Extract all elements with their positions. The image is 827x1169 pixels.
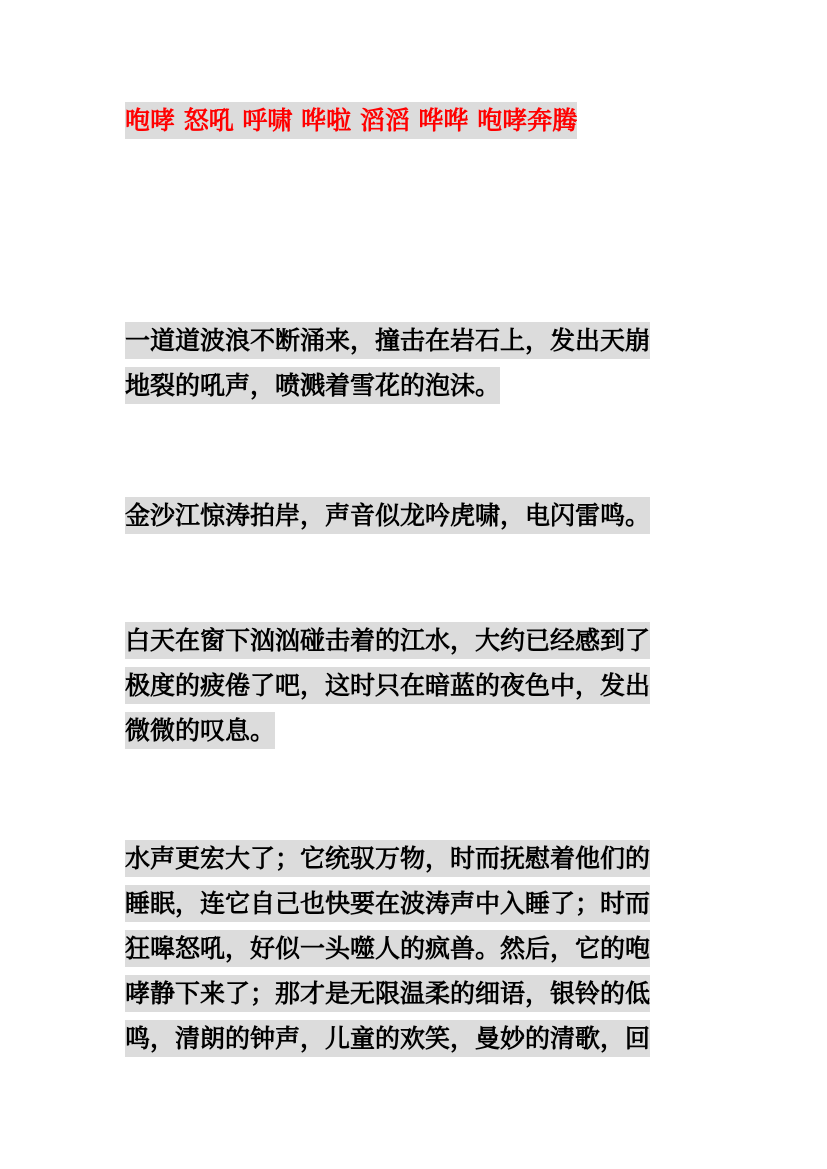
paragraph-line: 微微的叹息。 [125, 708, 715, 753]
paragraph-4 [125, 836, 715, 1061]
paragraph-line: 水声更宏大了；它统驭万物，时而抚慰着他们的 [125, 836, 715, 881]
paragraph-line: 极度的疲倦了吧，这时只在暗蓝的夜色中，发出 [125, 663, 715, 708]
paragraph-line: 鸣，清朗的钟声，儿童的欢笑，曼妙的清歌，回 [125, 1016, 715, 1061]
paragraph-line: 哮静下来了；那才是无限温柔的细语，银铃的低 [125, 971, 715, 1016]
paragraph-1 [125, 318, 715, 408]
paragraph-line: 地裂的吼声，喷溅着雪花的泡沫。 [125, 363, 715, 408]
paragraph-line: 狂嗥怒吼，好似一头噬人的疯兽。然后，它的咆 [125, 926, 715, 971]
paragraph-line: 白天在窗下汹汹碰击着的江水，大约已经感到了 [125, 618, 715, 663]
paragraph-line: 金沙江惊涛拍岸，声音似龙吟虎啸，电闪雷鸣。 [125, 493, 715, 538]
paragraph-2 [125, 493, 715, 538]
keywords-line: 咆哮 怒吼 呼啸 哗啦 滔滔 哗哗 咆哮奔腾 [125, 102, 577, 139]
paragraph-line: 一道道波浪不断涌来，撞击在岩石上，发出天崩 [125, 318, 715, 363]
paragraph-line: 睡眠，连它自己也快要在波涛声中入睡了；时而 [125, 881, 715, 926]
paragraph-3 [125, 618, 715, 753]
